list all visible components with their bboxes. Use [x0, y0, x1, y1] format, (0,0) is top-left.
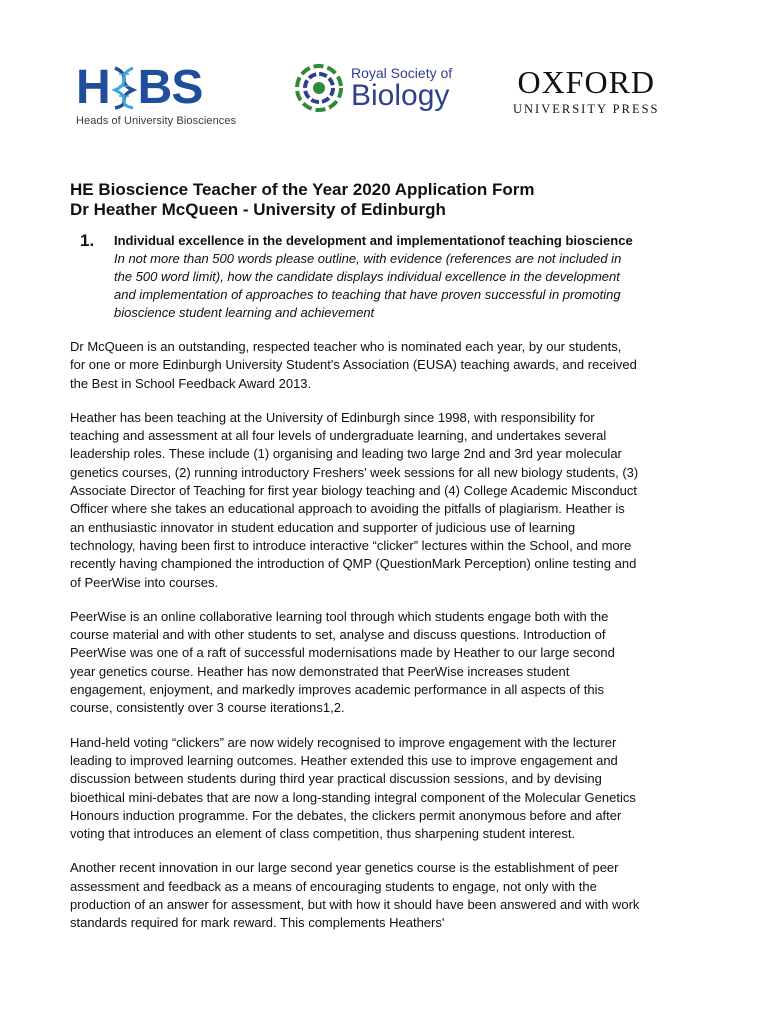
- paragraph-2: Heather has been teaching at the University of Edinburgh since 1998, with responsibility for teaching and assessment at all four levels of undergraduate learning, and undertakes several leadership roles. These include (1) organising and leading two large 2nd and 3rd year molecular genetics courses, (2) running introductory Freshers' week sessions for all new biology students, (3) Associate Director of Teaching for first year biology teaching and (4) College Academic Misconduct Officer where she takes an educational approach to avoiding the pitfalls of plagiarism. Heather is an enthusiastic innovator in student education and supporter of judicious use of learning technology, having been first to introduce interactive “clicker” lectures within the School, and more recently having championed the introduction of QMP (QuestionMark Perception) online testing and of PeerWise into courses.: [70, 409, 639, 590]
- dna-helix-icon: [111, 66, 137, 110]
- logo-bar: [72, 60, 672, 130]
- hubs-letters-bs: BS: [137, 61, 203, 114]
- paragraph-4: Hand-held voting “clickers” are now widely recognised to improve engagement with the lecturer leading to improved learning outcomes. Heather extended this use to improve engagement and discussion between students during third year practical discussion sessions, and by devising bioethical mini-debates that are now a long-standing integral component of the Molecular Genetics Honours induction programme. For the debates, the clickers permit anonymous before and after voting that introduces an element of class competition, thus sharpening student interest.: [70, 734, 636, 842]
- section-heading: Individual excellence in the development and implementationof teaching bioscience: [114, 233, 633, 248]
- rsb-wordmark: [351, 66, 452, 111]
- rsb-logo: [293, 62, 452, 114]
- title-line-1: HE Bioscience Teacher of the Year 2020 Application Form: [70, 180, 535, 199]
- rsb-line2: Biology: [351, 78, 450, 112]
- title-line-2: Dr Heather McQueen - University of Edinburgh: [70, 200, 446, 219]
- oup-line1: OXFORD: [517, 64, 656, 100]
- hubs-letter-h: H: [76, 61, 110, 114]
- rsb-line1: Royal Society of: [351, 64, 453, 81]
- section-body: [114, 232, 640, 322]
- paragraph-1: Dr McQueen is an outstanding, respected teacher who is nominated each year, by our students, for one or more Edinburgh University Student's Association (EUSA) teaching awards, and received the Best in School Feedback Award 2013.: [70, 339, 637, 391]
- hubs-subtitle: Heads of University Biosciences: [76, 115, 237, 127]
- oup-logo: [513, 66, 659, 117]
- paragraph-3: PeerWise is an online collaborative learning tool through which students engage both with the course material and with other students to set, analyse and discuss questions. Introduction of PeerWise was one of a raft of successful modernisations made by Heather to our large second year genetics course. Heather has now demonstrated that PeerWise increases student engagement, enjoyment, and markedly improves academic performance in all aspects of this course, consistently over 3 course iterations1,2.: [70, 608, 615, 716]
- document-body: [70, 180, 640, 933]
- hubs-logo: [76, 61, 237, 127]
- section-1: [70, 232, 640, 322]
- section-number: 1.: [80, 231, 95, 250]
- paragraph-5: Another recent innovation in our large second year genetics course is the establishment of peer assessment and feedback as a means of encouraging students to engage, not only with the production of an answer for assessment, but with how it should have been answered and with work standards required for mark reward. This complements Heathers': [70, 860, 640, 931]
- oup-line2: UNIVERSITY PRESS: [513, 102, 660, 116]
- document-title: [70, 180, 640, 220]
- hubs-wordmark: [76, 61, 236, 114]
- section-instructions: In not more than 500 words please outline, with evidence (references are not included in the 500 word limit), how the candidate displays individual excellence in the development and implementation of approaches to teaching that have proven successful in promoting bioscience student learning and achievement: [114, 251, 622, 320]
- rsb-emblem-icon: [293, 62, 345, 114]
